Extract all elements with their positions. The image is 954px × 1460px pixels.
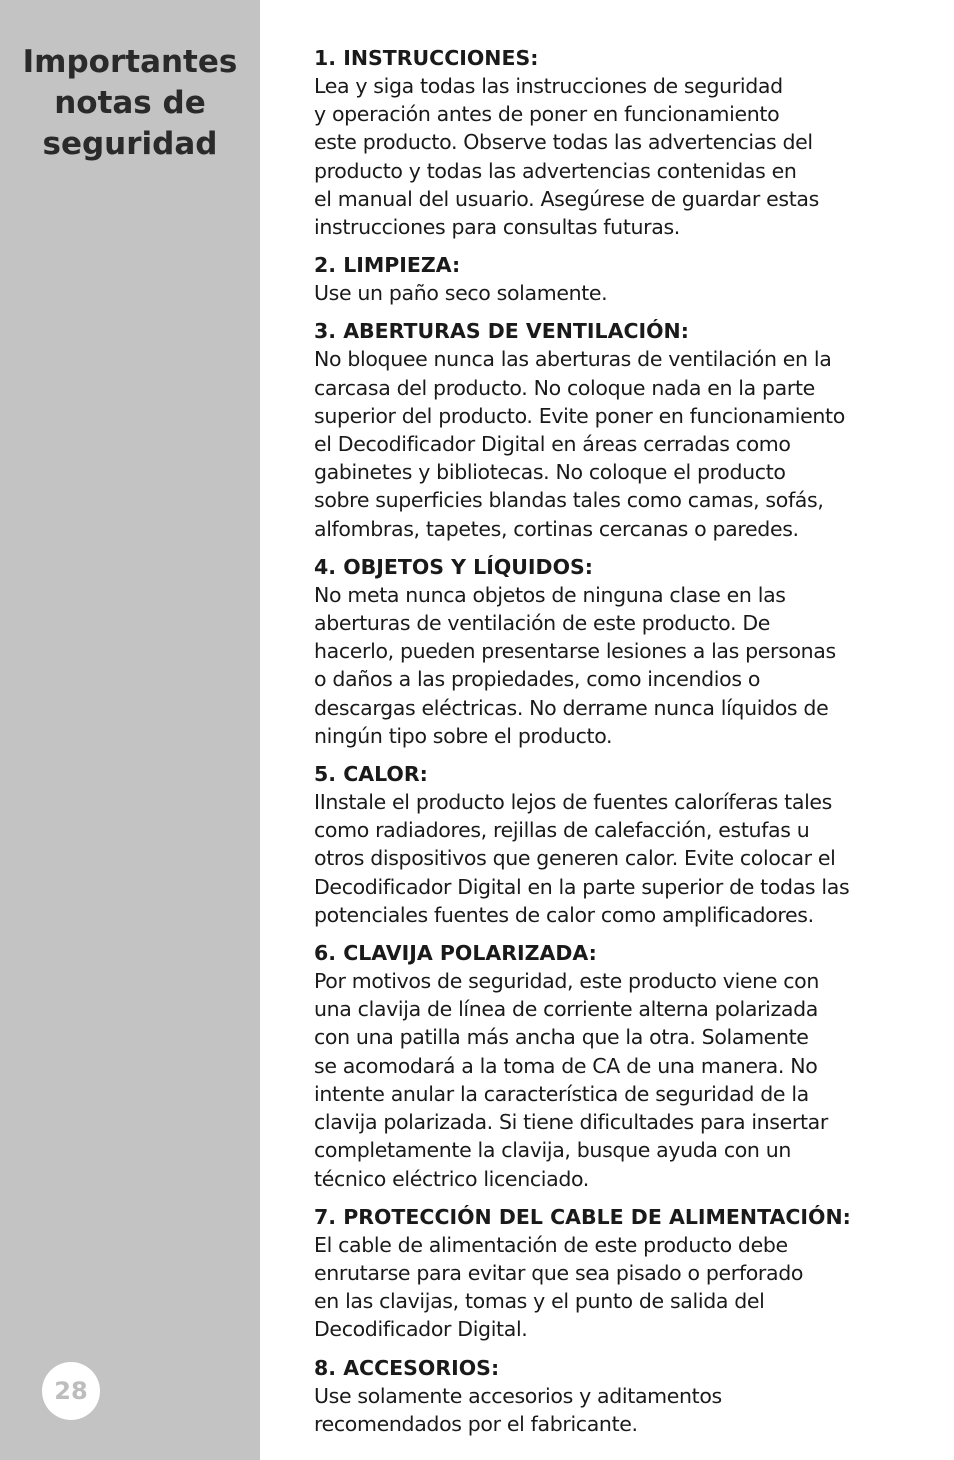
section-body: No bloquee nunca las aberturas de ventilación en la carcasa del producto. No coloque nada en la parte superior del producto. Evite poner en funcionamiento el Decodificador Digital en áreas cerradas como gabinetes y bibliotecas. No coloque el producto sobre superficies blandas tales como camas, sofás, alfombras, tapetes, cortinas cercanas o paredes. bbox=[314, 347, 845, 541]
section-heading: 5. CALOR: bbox=[314, 762, 428, 787]
section-heading: 2. LIMPIEZA: bbox=[314, 253, 461, 278]
section-heading: 4. OBJETOS Y LÍQUIDOS: bbox=[314, 554, 593, 579]
section-body: Use un paño seco solamente. bbox=[314, 281, 608, 306]
safety-notes-content bbox=[314, 44, 939, 1448]
section-heading: 8. ACCESORIOS: bbox=[314, 1355, 500, 1380]
section-body: Use solamente accesorios y aditamentos recomendados por el fabricante. bbox=[314, 1383, 722, 1436]
sidebar bbox=[0, 0, 260, 1460]
page-number-badge: 28 bbox=[42, 1362, 100, 1420]
section-body: El cable de alimentación de este producto debe enrutarse para evitar que sea pisado o perforado en las clavijas, tomas y el punto de salida del Decodificador Digital. bbox=[314, 1232, 804, 1342]
section-accesorios bbox=[314, 1354, 939, 1438]
section-aberturas-de-ventilacion bbox=[314, 317, 939, 542]
section-objetos-y-liquidos bbox=[314, 553, 939, 750]
page-title: Importantes notas de seguridad bbox=[22, 44, 238, 162]
section-instrucciones bbox=[314, 44, 939, 241]
section-heading: 6. CLAVIJA POLARIZADA: bbox=[314, 941, 597, 966]
section-heading: 7. PROTECCIÓN DEL CABLE DE ALIMENTACIÓN: bbox=[314, 1204, 851, 1229]
section-heading: 3. ABERTURAS DE VENTILACIÓN: bbox=[314, 319, 689, 344]
section-heading: 1. INSTRUCCIONES: bbox=[314, 46, 539, 70]
section-body: Lea y siga todas las instrucciones de seguridad y operación antes de poner en funcionamiento este producto. Observe todas las advertencias del producto y todas las advertencias contenidas en el manual del usuario. Asegúrese de guardar estas instrucciones para consultas futuras. bbox=[314, 74, 819, 240]
section-body: No meta nunca objetos de ninguna clase en las aberturas de ventilación de este producto. De hacerlo, pueden presentarse lesiones a las personas o daños a las propiedades, como incendios o descargas eléctricas. No derrame nunca líquidos de ningún tipo sobre el producto. bbox=[314, 582, 836, 748]
section-calor bbox=[314, 760, 939, 929]
section-proteccion-del-cable bbox=[314, 1203, 939, 1344]
section-limpieza bbox=[314, 251, 939, 307]
section-body: Por motivos de seguridad, este producto viene con una clavija de línea de corriente alterna polarizada con una patilla más ancha que la otra. Solamente se acomodará a la toma de CA de una manera. No intente anular la característica de seguridad de la clavija polarizada. Si tiene dificultades para insertar completamente la clavija, busque ayuda con un técnico eléctrico licenciado. bbox=[314, 969, 828, 1191]
section-clavija-polarizada bbox=[314, 939, 939, 1193]
section-body: IInstale el producto lejos de fuentes caloríferas tales como radiadores, rejillas de calefacción, estufas u otros dispositivos que generen calor. Evite colocar el Decodificador Digital en la parte superior de todas las potenciales fuentes de calor como amplificadores. bbox=[314, 790, 850, 927]
